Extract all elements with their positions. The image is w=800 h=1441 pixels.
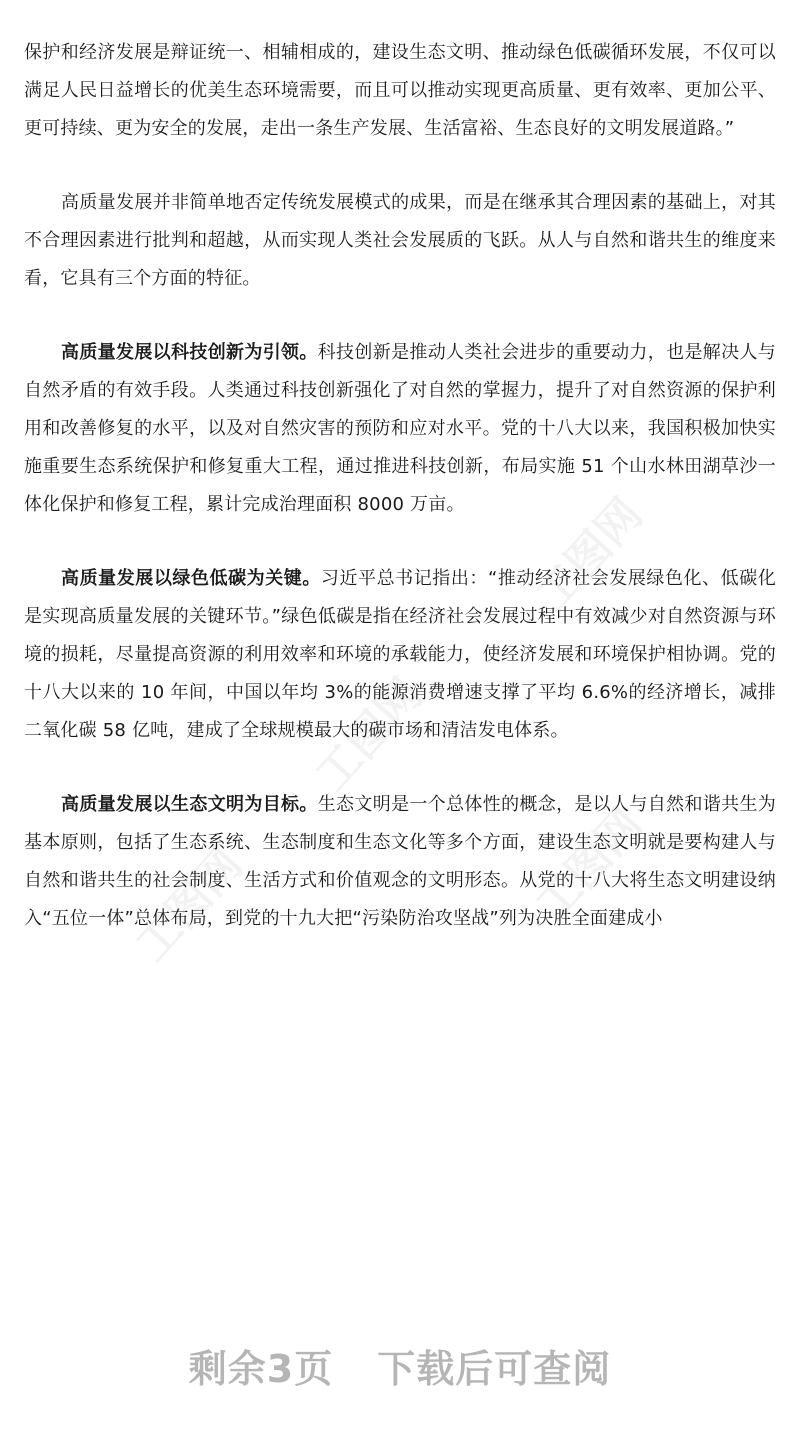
watermark: 工图网 bbox=[526, 799, 652, 931]
paragraph-text: 科技创新是推动人类社会进步的重要动力，也是解决人与自然矛盾的有效手段。人类通过科技创新强化了对自然的掌握力，提升了对自然资源的保护利用和改善修复的水平，以及对自然灾害的预防和应对水平。党的十八大以来，我国积极加快实施重要生态系统保护和修复重大工程，通过推进科技创新，布局实施 51 个山水林田湖草沙一体化保护和修复工程，累计完成治理面积 8000 万亩。 bbox=[24, 342, 776, 515]
paragraph-3 bbox=[24, 334, 776, 524]
paragraph-lead: 高质量发展以生态文明为目标。 bbox=[61, 794, 318, 815]
paragraph-text: 高质量发展并非简单地否定传统发展模式的成果，而是在继承其合理因素的基础上，对其不合理因素进行批判和超越，从而实现人类社会发展质的飞跃。从人与自然和谐共生的维度来看，它具有三个方面的特征。 bbox=[24, 192, 776, 289]
document-body bbox=[24, 34, 776, 974]
paragraph-1 bbox=[24, 34, 776, 148]
paragraph-2 bbox=[24, 184, 776, 298]
download-prompt[interactable] bbox=[0, 1338, 800, 1393]
paragraph-5 bbox=[24, 786, 776, 938]
paragraph-lead: 高质量发展以绿色低碳为关键。 bbox=[61, 568, 321, 589]
paragraph-text: 保护和经济发展是辩证统一、相辅相成的，建设生态文明、推动绿色低碳循环发展，不仅可以满足人民日益增长的优美生态环境需要，而且可以推动实现更高质量、更有效率、更加公平、更可持续、更为安全的发展，走出一条生产发展、生活富裕、生态良好的文明发展道路。” bbox=[24, 42, 776, 139]
watermark: 工图网 bbox=[526, 489, 652, 621]
download-to-view-label: 下载后可查阅 bbox=[377, 1347, 612, 1391]
watermark: 工图网 bbox=[126, 839, 252, 971]
paragraph-lead: 高质量发展以科技创新为引领。 bbox=[61, 342, 318, 363]
watermark: 工图网 bbox=[306, 669, 432, 801]
paragraph-4 bbox=[24, 560, 776, 750]
paragraph-text: 习近平总书记指出：“推动经济社会发展绿色化、低碳化是实现高质量发展的关键环节。”绿色低碳是指在经济社会发展过程中有效减少对自然资源与环境的损耗，尽量提高资源的利用效率和环境的承载能力，使经济发展和环境保护相协调。党的十八大以来的 10 年间，中国以年均 3%的能源消费增速支撑了平均 6.6%的经济增长，减排二氧化碳 58 亿吨，建成了全球规模最大的碳市场和清洁发电体系。 bbox=[24, 568, 776, 741]
remaining-pages-label: 剩余3页 bbox=[188, 1347, 334, 1391]
paragraph-text: 生态文明是一个总体性的概念，是以人与自然和谐共生为基本原则，包括了生态系统、生态制度和生态文化等多个方面，建设生态文明就是要构建人与自然和谐共生的社会制度、生活方式和价值观念的文明形态。从党的十八大将生态文明建设纳入“五位一体”总体布局，到党的十九大把“污染防治攻坚战”列为决胜全面建成小 bbox=[24, 794, 776, 929]
